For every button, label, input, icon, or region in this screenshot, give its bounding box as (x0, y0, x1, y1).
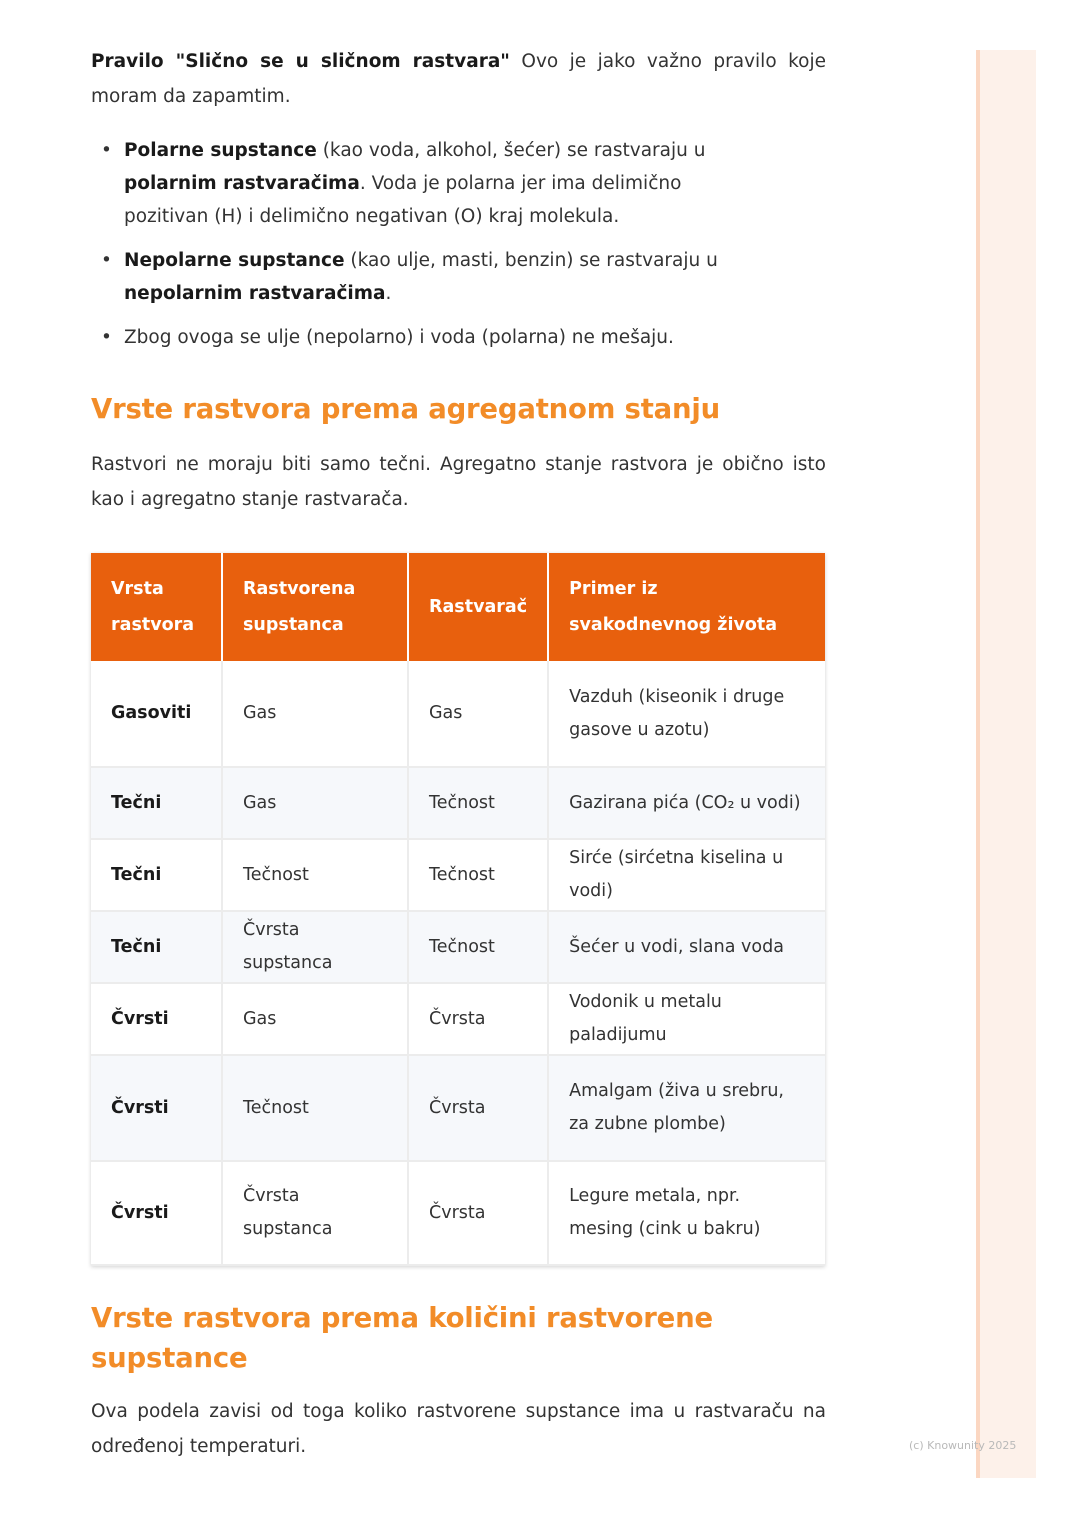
table-cell: Tečnost (408, 911, 548, 983)
bullet-text: Zbog ovoga se ulje (nepolarno) i voda (polarna) ne mešaju. (124, 327, 674, 348)
bullet-dot-icon: • (101, 327, 112, 348)
table-cell: Tečni (91, 767, 222, 839)
table-header-cell: Rastvarač (408, 553, 548, 661)
document-content (91, 44, 826, 1464)
bullet-dot-icon: • (101, 250, 112, 271)
table-row (91, 1055, 825, 1161)
table-cell: Gas (222, 767, 408, 839)
table-row (91, 661, 825, 767)
table-cell: Čvrsta (408, 1161, 548, 1265)
table-cell: Šećer u vodi, slana voda (548, 911, 825, 983)
table-header-row (91, 553, 825, 661)
bullet-bold: Polarne supstance (124, 140, 317, 161)
table-cell: Tečnost (408, 839, 548, 911)
table-row (91, 1161, 825, 1265)
bullet-dot-icon: • (101, 140, 112, 161)
table-cell: Vodonik u metalu paladijumu (548, 983, 825, 1055)
bullet-text: . (385, 283, 392, 304)
table-row (91, 911, 825, 983)
table-cell: Gasoviti (91, 661, 222, 767)
side-decoration-bar (976, 50, 1036, 1478)
bullet-item-polar (91, 134, 764, 233)
table-cell: Gas (222, 661, 408, 767)
table-cell: Tečni (91, 911, 222, 983)
table-cell: Amalgam (živa u srebru, za zubne plombe) (548, 1055, 825, 1161)
table-cell: Tečnost (222, 839, 408, 911)
solutions-table (91, 553, 825, 1266)
section-heading-quantity: Vrste rastvora prema količini rastvorene supstance (91, 1302, 713, 1374)
bullet-item-nonpolar (91, 244, 764, 310)
section-heading-aggregate: Vrste rastvora prema agregatnom stanju (91, 393, 721, 425)
table-cell: Legure metala, npr. mesing (cink u bakru) (548, 1161, 825, 1265)
bullet-list (91, 134, 826, 354)
table-cell: Čvrsta (408, 983, 548, 1055)
table-cell: Gazirana pića (CO₂ u vodi) (548, 767, 825, 839)
table-cell: Čvrsta supstanca (222, 1161, 408, 1265)
table-cell: Gas (408, 661, 548, 767)
table-cell: Tečnost (408, 767, 548, 839)
table-cell: Tečnost (222, 1055, 408, 1161)
bullet-text: (kao ulje, masti, benzin) se rastvaraju u (344, 250, 718, 271)
table-cell: Čvrsta supstanca (222, 911, 408, 983)
bullet-bold: nepolarnim rastvaračima (124, 283, 386, 304)
section-paragraph-quantity: Ova podela zavisi od toga koliko rastvorene supstance ima u rastvaraču na određenoj temperaturi. (91, 1401, 826, 1457)
table-cell: Vazduh (kiseonik i druge gasove u azotu) (548, 661, 825, 767)
intro-text: Ovo je jako važno pravilo koje moram da zapamtim. (91, 51, 826, 107)
intro-paragraph (91, 44, 826, 114)
table-cell: Tečni (91, 839, 222, 911)
section-paragraph-aggregate: Rastvori ne moraju biti samo tečni. Agregatno stanje rastvora je obično isto kao i agregatno stanje rastvarača. (91, 454, 826, 510)
bullet-text: (kao voda, alkohol, šećer) se rastvaraju u (316, 140, 706, 161)
intro-bold-lead: Pravilo "Slično se u sličnom rastvara" (91, 51, 510, 72)
table-cell: Sirće (sirćetna kiselina u vodi) (548, 839, 825, 911)
table-cell: Čvrsti (91, 1161, 222, 1265)
table-header-cell: Primer iz svakodnevnog života (548, 553, 825, 661)
copyright-watermark: (c) Knowunity 2025 (909, 1439, 1017, 1452)
bullet-text: . Voda je polarna jer ima delimično pozitivan (H) i delimično negativan (O) kraj molekula. (124, 173, 682, 227)
table-row (91, 839, 825, 911)
table-header-cell: Rastvorena supstanca (222, 553, 408, 661)
table-cell: Čvrsta (408, 1055, 548, 1161)
table-cell: Čvrsti (91, 1055, 222, 1161)
table-row (91, 983, 825, 1055)
bullet-bold: Nepolarne supstance (124, 250, 345, 271)
bullet-item-oil-water (91, 321, 764, 354)
table-header-cell: Vrsta rastvora (91, 553, 222, 661)
table-cell: Čvrsti (91, 983, 222, 1055)
table-row (91, 767, 825, 839)
table-cell: Gas (222, 983, 408, 1055)
bullet-bold: polarnim rastvaračima (124, 173, 360, 194)
